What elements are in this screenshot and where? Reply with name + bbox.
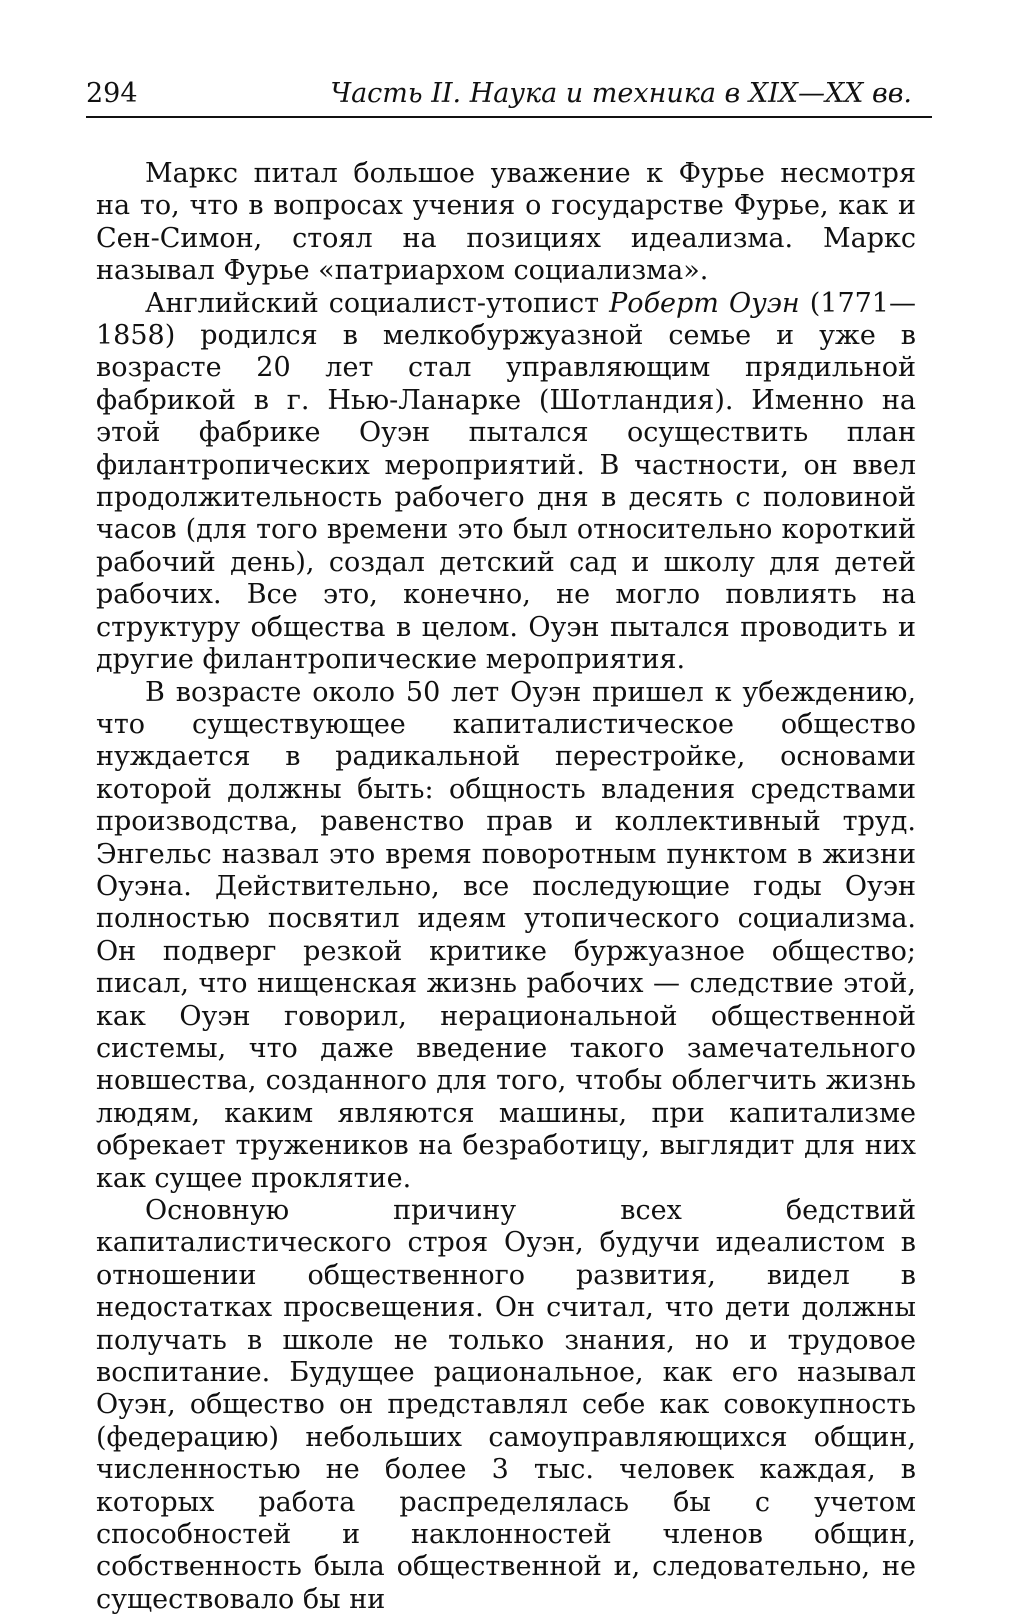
paragraph-owen-education: Основную причину всех бедствий капиталистического строя Оуэн, будучи идеалистом в отношении общественного развития, видел в недостатках просвещения. Он считал, что дети должны получать в школе не только знания, но и трудовое воспитание. Будущее рациональное, как его называл Оуэн, общество он представлял себе как совокупность (федерацию) небольших самоуправляющихся общин, численностью не более 3 тыс. человек каждая, в которых работа распределялась бы с учетом способностей и наклонностей членов общин, собственность была общественной и, следовательно, не существовало бы ни — [96, 1195, 916, 1615]
body-text — [96, 158, 916, 1616]
page-header — [86, 72, 932, 118]
paragraph-marx-fourier: Маркс питал большое уважение к Фурье несмотря на то, что в вопросах учения о государстве Фурье, как и Сен-Симон, стоял на позициях идеализма. Маркс называл Фурье «патриархом социализма». — [96, 158, 916, 287]
person-name: Роберт Оуэн — [609, 287, 800, 319]
paragraph-owen-conviction: В возрасте около 50 лет Оуэн пришел к убеждению, что существующее капиталистическое общество нуждается в радикальной перестройке, основами которой должны быть: общность владения средствами производства, равенство прав и коллективный труд. Энгельс назвал это время поворотным пунктом в жизни Оуэна. Действительно, все последующие годы Оуэн полностью посвятил идеям утопического социализма. Он подверг резкой критике буржуазное общество; писал, что нищенская жизнь рабочих — следствие этой, как Оуэн говорил, нерациональной общественной системы, что даже введение такого замечательного новшества, созданного для того, чтобы облегчить жизнь людям, каким являются машины, при капитализме обрекает тружеников на безработицу, выглядит для них как сущее проклятие. — [96, 676, 916, 1194]
paragraph-text: Английский социалист-утопист — [145, 287, 610, 319]
page-number: 294 — [86, 78, 138, 109]
paragraph-text: (1771—1858) родился в мелкобуржуазной семье и уже в возрасте 20 лет стал управляющим прядильной фабрикой в г. Нью-Ланарке (Шотландия). Именно на этой фабрике Оуэн пытался осуществить план филантропических мероприятий. В частности, он ввел продолжительность рабочего дня в десять с половиной часов (для того времени это был относительно короткий рабочий день), создал детский сад и школу для детей рабочих. Все это, конечно, не могло повлиять на структуру общества в целом. Оуэн пытался проводить и другие филантропические мероприятия. — [96, 287, 916, 676]
paragraph-owen-biography — [96, 288, 916, 677]
running-title: Часть II. Наука и техника в XIX—XX вв. — [330, 78, 912, 109]
